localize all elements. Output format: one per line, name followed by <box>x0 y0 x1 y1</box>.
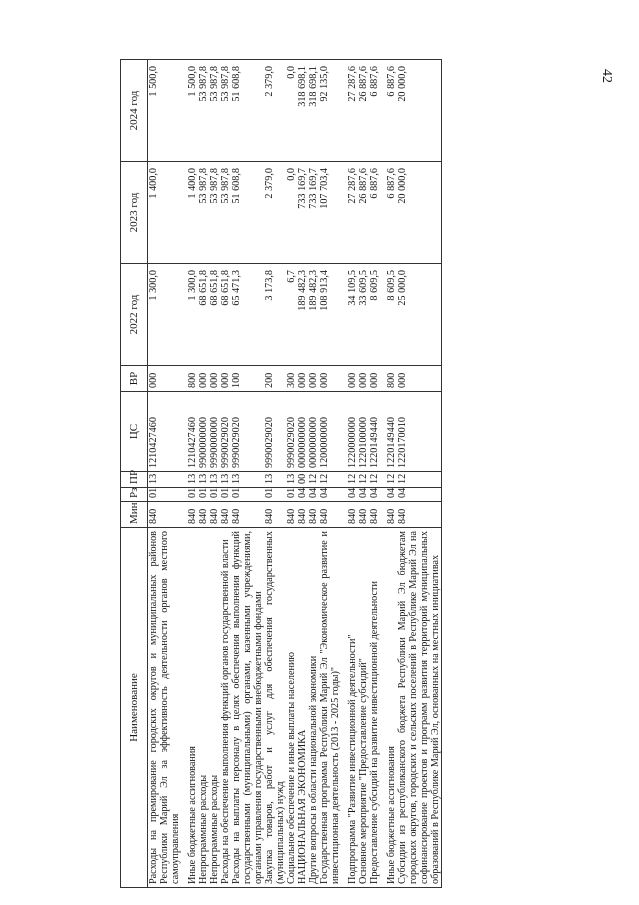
cell-2024: 1 500,0 <box>148 60 182 162</box>
cell-2024: 20 000,0 <box>397 60 442 162</box>
cell-2023: 53 987,8 <box>220 162 231 264</box>
cell-rz: 04 <box>347 488 358 502</box>
cell-2023: 53 987,8 <box>198 162 209 264</box>
table-row <box>397 60 442 888</box>
header-rz: Рз <box>121 488 148 502</box>
table-row <box>187 60 198 888</box>
cell-min: 840 <box>286 502 297 528</box>
cell-min: 840 <box>148 502 182 528</box>
cell-cs: 1220149440 <box>369 392 380 472</box>
cell-vr: 000 <box>358 366 369 392</box>
cell-rz: 04 <box>319 488 341 502</box>
cell-2023: 51 608,8 <box>231 162 264 264</box>
cell-2024: 318 698,1 <box>297 60 308 162</box>
cell-cs: 1220149440 <box>386 392 397 472</box>
cell-rz: 04 <box>308 488 319 502</box>
cell-pr: 13 <box>187 472 198 488</box>
cell-pr: 12 <box>369 472 380 488</box>
cell-2022: 68 651,8 <box>209 264 220 366</box>
rotated-budget-table-page <box>120 60 590 888</box>
table-row <box>231 60 264 888</box>
cell-min: 840 <box>347 502 358 528</box>
cell-cs: 9900000000 <box>198 392 209 472</box>
cell-pr: 13 <box>198 472 209 488</box>
cell-vr: 000 <box>347 366 358 392</box>
cell-min: 840 <box>308 502 319 528</box>
cell-min: 840 <box>369 502 380 528</box>
cell-cs: 1210427460 <box>148 392 182 472</box>
cell-2023: 107 703,4 <box>319 162 341 264</box>
cell-vr: 200 <box>264 366 286 392</box>
cell-2024: 53 987,8 <box>220 60 231 162</box>
cell-2024: 26 887,6 <box>358 60 369 162</box>
cell-2023: 1 400,0 <box>187 162 198 264</box>
cell-2024: 318 698,1 <box>308 60 319 162</box>
cell-2024: 92 135,0 <box>319 60 341 162</box>
cell-rz: 04 <box>386 488 397 502</box>
cell-2023: 1 400,0 <box>148 162 182 264</box>
cell-vr: 100 <box>231 366 264 392</box>
table-row <box>297 60 308 888</box>
cell-min: 840 <box>264 502 286 528</box>
cell-pr: 12 <box>319 472 341 488</box>
cell-vr: 000 <box>297 366 308 392</box>
cell-rz: 01 <box>231 488 264 502</box>
cell-pr: 13 <box>148 472 182 488</box>
table-row <box>148 60 182 888</box>
cell-rz: 01 <box>286 488 297 502</box>
cell-2023: 0,0 <box>286 162 297 264</box>
cell-rz: 01 <box>198 488 209 502</box>
cell-vr: 000 <box>148 366 182 392</box>
cell-2023: 20 000,0 <box>397 162 442 264</box>
cell-rz: 01 <box>220 488 231 502</box>
table-row <box>319 60 341 888</box>
cell-2023: 6 887,6 <box>386 162 397 264</box>
cell-name: Иные бюджетные ассигнования <box>386 528 397 888</box>
cell-vr: 800 <box>386 366 397 392</box>
table-header-row <box>121 60 148 888</box>
cell-pr: 00 <box>297 472 308 488</box>
cell-rz: 01 <box>148 488 182 502</box>
cell-2023: 53 987,8 <box>209 162 220 264</box>
cell-min: 840 <box>297 502 308 528</box>
cell-name: Закупка товаров, работ и услуг для обеспечения государственных (муниципальных) нужд <box>264 528 286 888</box>
cell-name: Расходы на обеспечение выполнения функций органов государственной власти <box>220 528 231 888</box>
cell-pr: 12 <box>397 472 442 488</box>
cell-2022: 68 651,8 <box>198 264 209 366</box>
cell-pr: 13 <box>286 472 297 488</box>
cell-2024: 6 887,6 <box>369 60 380 162</box>
cell-2024: 2 379,0 <box>264 60 286 162</box>
cell-min: 840 <box>187 502 198 528</box>
cell-min: 840 <box>198 502 209 528</box>
cell-min: 840 <box>319 502 341 528</box>
cell-2022: 33 609,5 <box>358 264 369 366</box>
cell-pr: 13 <box>264 472 286 488</box>
table-row <box>198 60 209 888</box>
cell-cs: 0000000000 <box>308 392 319 472</box>
cell-name: Предоставление субсидий на развитие инвестиционной деятельности <box>369 528 380 888</box>
cell-min: 840 <box>386 502 397 528</box>
cell-rz: 04 <box>358 488 369 502</box>
cell-cs: 1200000000 <box>319 392 341 472</box>
cell-2024: 53 987,8 <box>209 60 220 162</box>
cell-2022: 1 300,0 <box>148 264 182 366</box>
table-row <box>264 60 286 888</box>
cell-2023: 733 169,7 <box>297 162 308 264</box>
cell-vr: 000 <box>319 366 341 392</box>
cell-rz: 04 <box>369 488 380 502</box>
cell-cs: 1210427460 <box>187 392 198 472</box>
cell-vr: 000 <box>397 366 442 392</box>
table-row <box>286 60 297 888</box>
cell-name: Непрограммные расходы <box>198 528 209 888</box>
table-row <box>369 60 380 888</box>
cell-name: Расходы на выплаты персоналу в целях обеспечения выполнения функций государственными (муниципальными) органами, казенными учреждениями, органами управления государственными внебюджетными фондами <box>231 528 264 888</box>
header-vr: ВР <box>121 366 148 392</box>
cell-cs: 0000000000 <box>297 392 308 472</box>
cell-2024: 27 287,6 <box>347 60 358 162</box>
cell-vr: 800 <box>187 366 198 392</box>
cell-2022: 3 173,8 <box>264 264 286 366</box>
cell-pr: 12 <box>386 472 397 488</box>
cell-2024: 53 987,8 <box>198 60 209 162</box>
header-2022: 2022 год <box>121 264 148 366</box>
cell-cs: 9990029020 <box>231 392 264 472</box>
cell-min: 840 <box>397 502 442 528</box>
cell-pr: 13 <box>231 472 264 488</box>
cell-vr: 300 <box>286 366 297 392</box>
cell-rz: 01 <box>209 488 220 502</box>
table-row <box>209 60 220 888</box>
cell-cs: 1220000000 <box>347 392 358 472</box>
cell-min: 840 <box>220 502 231 528</box>
budget-table <box>120 59 442 888</box>
cell-name: Другие вопросы в области национальной экономики <box>308 528 319 888</box>
page-number: 42 <box>599 69 614 83</box>
cell-2024: 0,0 <box>286 60 297 162</box>
cell-pr: 12 <box>358 472 369 488</box>
cell-2022: 8 609,5 <box>369 264 380 366</box>
cell-name: Расходы на премирование городских округов и муниципальных районов Республики Марий Эл за эффективность деятельности органов местного самоуправления <box>148 528 182 888</box>
cell-vr: 000 <box>308 366 319 392</box>
cell-2022: 25 000,0 <box>397 264 442 366</box>
cell-2022: 8 609,5 <box>386 264 397 366</box>
cell-name: Социальное обеспечение и иные выплаты населению <box>286 528 297 888</box>
cell-2022: 108 913,4 <box>319 264 341 366</box>
header-min: Мин <box>121 502 148 528</box>
cell-name: Иные бюджетные ассигнования <box>187 528 198 888</box>
cell-vr: 000 <box>220 366 231 392</box>
cell-vr: 000 <box>369 366 380 392</box>
cell-2022: 189 482,3 <box>297 264 308 366</box>
cell-name: Государственная программа Республики Марий Эл "Экономическое развитие и инвестиционная деятельность (2013 - 2025 годы)" <box>319 528 341 888</box>
header-2023: 2023 год <box>121 162 148 264</box>
cell-pr: 13 <box>220 472 231 488</box>
cell-pr: 12 <box>347 472 358 488</box>
cell-2023: 27 287,6 <box>347 162 358 264</box>
cell-name: Субсидии из республиканского бюджета Республики Марий Эл бюджетам городских округов, городских и сельских поселений в Республике Марий Эл на софинансирование проектов и программ развития территорий муниципальных образований в Республике Марий Эл, основанных на местных инициативах <box>397 528 442 888</box>
table-row <box>220 60 231 888</box>
table-row <box>308 60 319 888</box>
cell-name: НАЦИОНАЛЬНАЯ ЭКОНОМИКА <box>297 528 308 888</box>
cell-2024: 6 887,6 <box>386 60 397 162</box>
cell-rz: 04 <box>297 488 308 502</box>
cell-vr: 000 <box>209 366 220 392</box>
cell-cs: 1220170010 <box>397 392 442 472</box>
table-row <box>386 60 397 888</box>
header-pr: ПР <box>121 472 148 488</box>
cell-name: Основное мероприятие "Предоставление субсидий" <box>358 528 369 888</box>
cell-vr: 000 <box>198 366 209 392</box>
cell-cs: 9990029020 <box>220 392 231 472</box>
cell-name: Непрограммные расходы <box>209 528 220 888</box>
cell-2022: 65 471,3 <box>231 264 264 366</box>
cell-rz: 01 <box>187 488 198 502</box>
cell-name: Подпрограмма "Развитие инвестиционной деятельности" <box>347 528 358 888</box>
cell-pr: 12 <box>308 472 319 488</box>
cell-min: 840 <box>209 502 220 528</box>
cell-2022: 1 300,0 <box>187 264 198 366</box>
cell-cs: 9990029020 <box>264 392 286 472</box>
cell-2023: 2 379,0 <box>264 162 286 264</box>
cell-cs: 1220100000 <box>358 392 369 472</box>
table-row <box>358 60 369 888</box>
cell-rz: 04 <box>397 488 442 502</box>
cell-min: 840 <box>231 502 264 528</box>
cell-2023: 26 887,6 <box>358 162 369 264</box>
cell-2022: 189 482,3 <box>308 264 319 366</box>
header-cs: ЦС <box>121 392 148 472</box>
cell-cs: 9990000000 <box>209 392 220 472</box>
header-name: Наименование <box>121 528 148 888</box>
cell-2023: 6 887,6 <box>369 162 380 264</box>
cell-2023: 733 169,7 <box>308 162 319 264</box>
header-2024: 2024 год <box>121 60 148 162</box>
cell-2024: 51 608,8 <box>231 60 264 162</box>
cell-2022: 6,7 <box>286 264 297 366</box>
cell-min: 840 <box>358 502 369 528</box>
table-body <box>148 60 442 888</box>
cell-cs: 9990029020 <box>286 392 297 472</box>
cell-2024: 1 500,0 <box>187 60 198 162</box>
cell-2022: 34 109,5 <box>347 264 358 366</box>
cell-pr: 13 <box>209 472 220 488</box>
cell-rz: 01 <box>264 488 286 502</box>
cell-2022: 68 651,8 <box>220 264 231 366</box>
table-row <box>347 60 358 888</box>
